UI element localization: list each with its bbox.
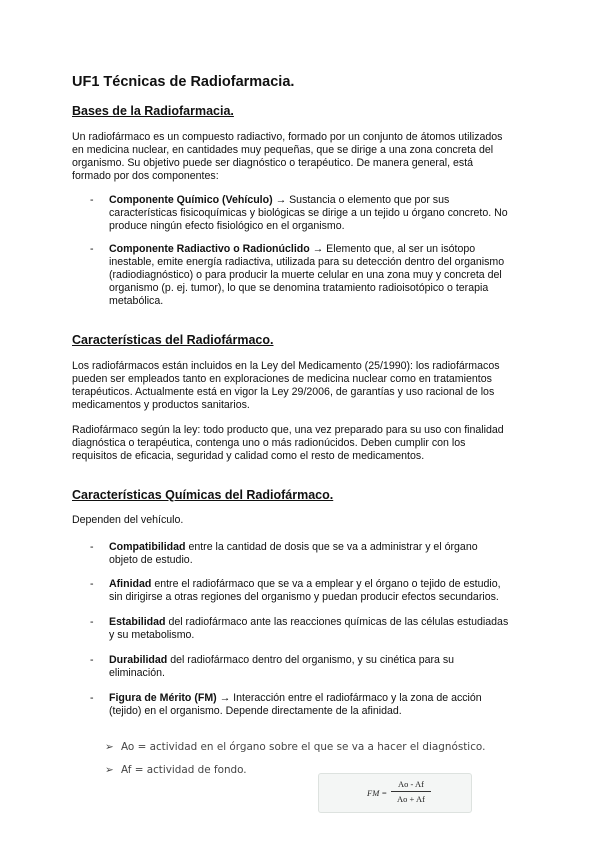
bullet-dash: - bbox=[90, 578, 94, 590]
note-text: Af = actividad de fondo. bbox=[121, 764, 247, 776]
fraction-bar bbox=[391, 791, 431, 792]
formula-fraction bbox=[391, 778, 431, 805]
bullet-dash: - bbox=[90, 616, 94, 628]
note-af bbox=[105, 764, 247, 776]
text-line: terapéuticos. Actualmente está en vigor la Ley 29/2006, de garantías y uso racional de los bbox=[72, 386, 495, 398]
bullet-term: Durabilidad bbox=[109, 654, 168, 666]
text-line: entre la cantidad de dosis que se va a administrar y el órgano bbox=[185, 541, 478, 553]
text-line: Radiofármaco según la ley: todo producto que, una vez preparado para su uso con finalidad bbox=[72, 424, 504, 436]
text-line: produce ningún efecto fisiológico en el organismo. bbox=[109, 220, 345, 232]
bullet-dash: - bbox=[90, 243, 94, 255]
text-line: del radiofármaco ante las reacciones químicas de las células estudiadas bbox=[165, 616, 509, 628]
text-line: del radiofármaco dentro del organismo, y su cinética para su bbox=[167, 654, 455, 666]
note-ao bbox=[105, 741, 485, 753]
text-line: → Interacción entre el radiofármaco y la zona de acción bbox=[216, 692, 482, 704]
paragraph-caracteristicas-1 bbox=[72, 360, 532, 412]
bullet-term: Figura de Mérito (FM) bbox=[109, 692, 217, 704]
text-line: → Sustancia o elemento que por sus bbox=[272, 194, 450, 206]
page-title: UF1 Técnicas de Radiofarmacia. bbox=[72, 74, 295, 90]
heading-quimicas: Características Químicas del Radiofármaco. bbox=[72, 488, 334, 502]
bullet-term: Afinidad bbox=[109, 578, 152, 590]
formula-numerator: Ao - Af bbox=[398, 779, 424, 789]
text-line: diagnóstica o terapéutica, contenga uno o más radionúcidos. Deben cumplir con los bbox=[72, 437, 466, 449]
text-line: Un radiofármaco es un compuesto radiactivo, formado por un conjunto de átomos utilizados bbox=[72, 131, 503, 143]
formula-denominator: Ao + Af bbox=[397, 794, 425, 804]
text-line: → Elemento que, al ser un isótopo bbox=[309, 243, 476, 255]
text-line: inestable, emite energía radiactiva, utilizada para su detección dentro del organismo bbox=[109, 256, 505, 268]
formula-figure bbox=[318, 773, 472, 813]
bullet-dash: - bbox=[90, 541, 94, 553]
text-line: medicamentos y productos sanitarios. bbox=[72, 399, 250, 411]
text-line: organismo (p. ej. tumor), lo que se denomina tratamiento radioisotópico o terapia bbox=[109, 282, 489, 294]
text-line: pueden ser empleados tanto en exploraciones de medicina nuclear como en tratamientos bbox=[72, 373, 492, 385]
paragraph-quimicas-intro: Dependen del vehículo. bbox=[72, 514, 184, 526]
text-line: entre el radiofármaco que se va a emplear y el órgano o tejido de estudio, bbox=[151, 578, 501, 590]
text-line: formado por dos componentes: bbox=[72, 170, 219, 182]
paragraph-bases-intro bbox=[72, 131, 532, 183]
heading-bases: Bases de la Radiofarmacia. bbox=[72, 104, 234, 118]
arrow-icon: ➢ bbox=[105, 741, 114, 753]
note-text: Ao = actividad en el órgano sobre el que se va a hacer el diagnóstico. bbox=[121, 741, 486, 753]
text-line: eliminación. bbox=[109, 667, 165, 679]
bullet-term: Componente Radiactivo o Radionúclido bbox=[109, 243, 310, 255]
text-line: Los radiofármacos están incluidos en la Ley del Medicamento (25/1990): los radiofármacos bbox=[72, 360, 500, 372]
bullet-term: Componente Químico (Vehículo) bbox=[109, 194, 273, 206]
formula-lhs: FM = bbox=[367, 788, 388, 798]
text-line: (radiodiagnóstico) o para producir la muerte celular en una zona muy y concreta del bbox=[109, 269, 502, 281]
arrow-icon: ➢ bbox=[105, 764, 114, 776]
text-line: (tejido) en el organismo. Depende directamente de la afinidad. bbox=[109, 705, 402, 717]
bullet-dash: - bbox=[90, 654, 94, 666]
bullet-dash: - bbox=[90, 194, 94, 206]
text-line: requisitos de eficacia, seguridad y calidad como el resto de medicamentos. bbox=[72, 450, 425, 462]
text-line: sin dirigirse a otras regiones del organismo y puedan producir efectos secundarios. bbox=[109, 591, 499, 603]
bullet-term: Compatibilidad bbox=[109, 541, 186, 553]
text-line: y su metabolismo. bbox=[109, 629, 195, 641]
paragraph-caracteristicas-2 bbox=[72, 424, 532, 463]
text-line: metabólica. bbox=[109, 295, 164, 307]
text-line: objeto de estudio. bbox=[109, 554, 193, 566]
text-line: características fisicoquímicas y biológicas se dirige a un tejido u órgano concreto. No bbox=[109, 207, 508, 219]
bullet-term: Estabilidad bbox=[109, 616, 166, 628]
text-line: organismo. Su objetivo puede ser diagnóstico o terapéutico. De manera general, está bbox=[72, 157, 474, 169]
bullet-dash: - bbox=[90, 692, 94, 704]
heading-caracteristicas: Características del Radiofármaco. bbox=[72, 333, 274, 347]
text-line: en medicina nuclear, en cantidades muy pequeñas, que se dirige a una zona concreta del bbox=[72, 144, 494, 156]
